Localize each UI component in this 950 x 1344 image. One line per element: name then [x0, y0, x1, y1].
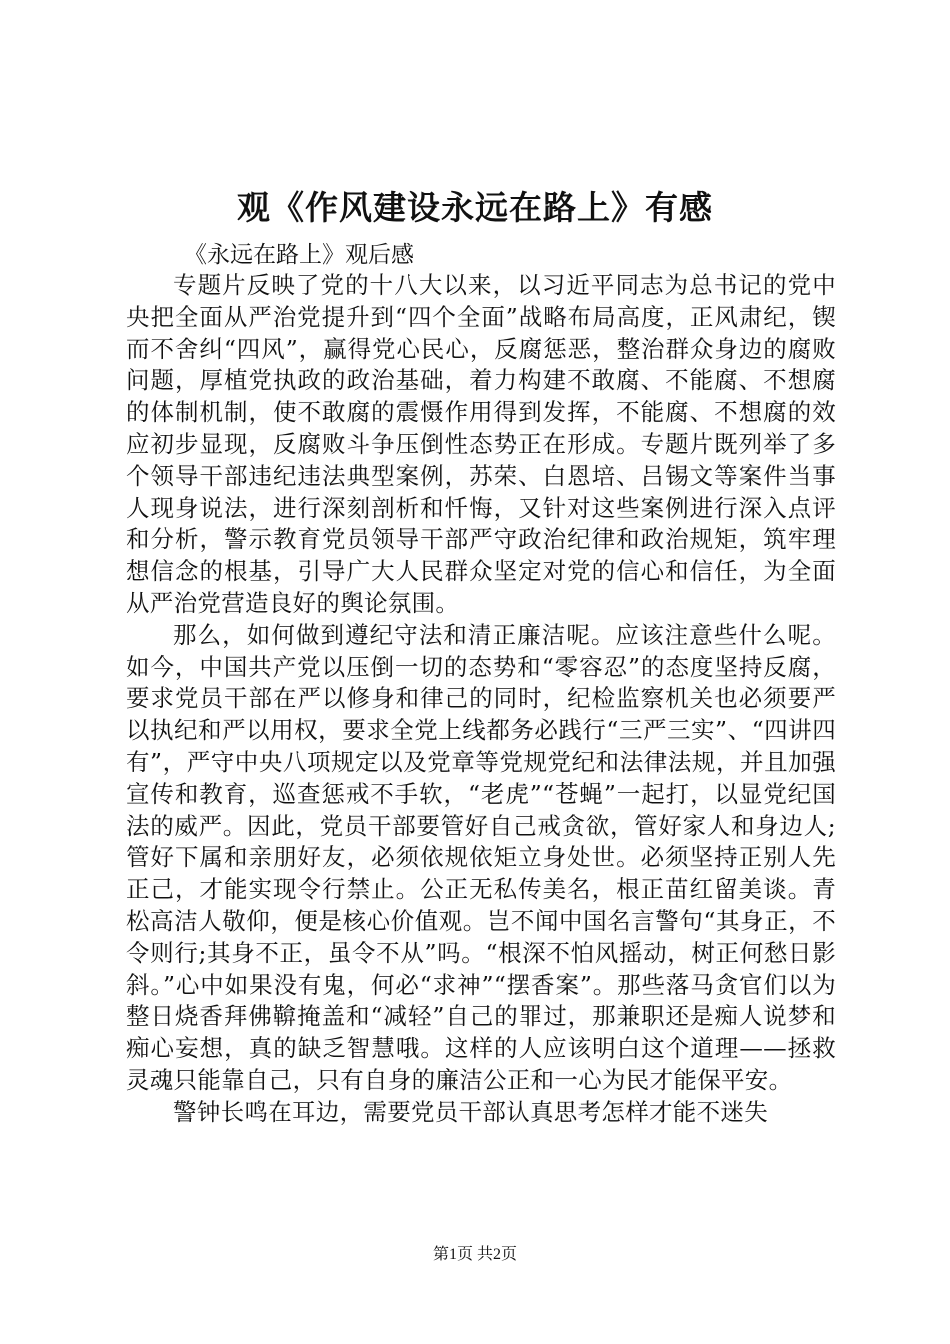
document-body — [126, 270, 836, 1129]
document-subtitle: 《永远在路上》观后感 — [184, 242, 414, 268]
document-title: 观《作风建设永远在路上》有感 — [237, 188, 713, 227]
paragraph: 专题片反映了党的十八大以来，以习近平同志为总书记的党中央把全面从严治党提升到“四个全面”战略布局高度，正风肃纪，锲而不舍纠“四风”，赢得党心民心，反腐惩恶，整治群众身边的腐败问题，厚植党执政的政治基础，着力构建不敢腐、不能腐、不想腐的体制机制，使不敢腐的震慑作用得到发挥，不能腐、不想腐的效应初步显现，反腐败斗争压倒性态势正在形成。专题片既列举了多个领导干部违纪违法典型案例，苏荣、白恩培、吕锡文等案件当事人现身说法，进行深刻剖析和忏悔，又针对这些案例进行深入点评和分析，警示教育党员领导干部严守政治纪律和政治规矩，筑牢理想信念的根基，引导广大人民群众坚定对党的信心和信任，为全面从严治党营造良好的舆论氛围。 — [126, 271, 836, 617]
paragraph: 警钟长鸣在耳边，需要党员干部认真思考怎样才能不迷失 — [173, 1097, 768, 1126]
page-number-footer: 第1页 共2页 — [432, 1246, 517, 1263]
paragraph: 那么，如何做到遵纪守法和清正廉洁呢。应该注意些什么呢。如今，中国共产党以压倒一切的态势和“零容忍”的态度坚持反腐，要求党员干部在严以修身和律己的同时，纪检监察机关也必须要严以执纪和严以用权，要求全党上线都务必践行“三严三实”、“四讲四有”，严守中央八项规定以及党章等党规党纪和法律法规，并且加强宣传和教育，巡查惩戒不手软，“老虎”“苍蝇”一起打，以显党纪国法的威严。因此，党员干部要管好自己戒贪欲，管好家人和身边人;管好下属和亲朋好友，必须依规依矩立身处世。必须坚持正别人先正己，才能实现令行禁止。公正无私传美名，根正苗红留美谈。青松高洁人敬仰，便是核心价值观。岂不闻中国名言警句“其身正，不令则行;其身不正，虽令不从”吗。“根深不怕风摇动，树正何愁日影斜。”心中如果没有鬼，何必“求神”“摆香案”。那些落马贪官们以为整日烧香拜佛鞥掩盖和“减轻”自己的罪过，那兼职还是痴人说梦和痴心妄想，真的缺乏智慧哦。这样的人应该明白这个道理——拯救灵魂只能靠自己，只有自身的廉洁公正和一心为民才能保平安。 — [126, 620, 836, 1094]
